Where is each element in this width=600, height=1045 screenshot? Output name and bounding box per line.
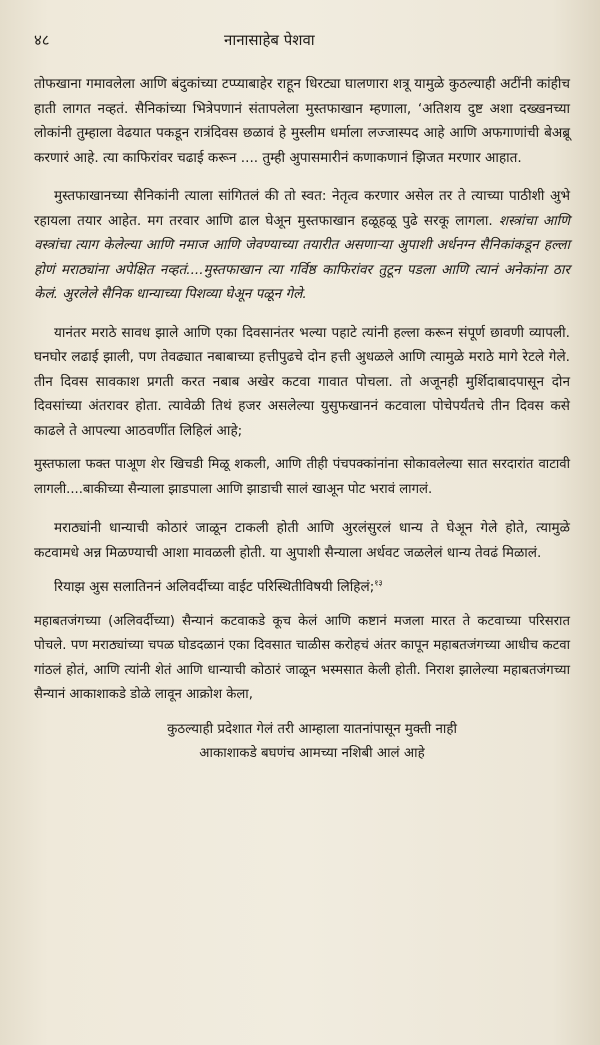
running-header (34, 30, 570, 56)
body-text (34, 72, 570, 766)
paragraph-5-text: रियाझ अुस सलातिननं अलिवर्दीच्या वाईट परिस्थितीविषयी लिहिलं; (54, 579, 375, 595)
paragraph-5 (34, 575, 570, 600)
paragraph-2-roman: मुस्तफाखानच्या सैनिकांनी त्याला सांगितलं की तो स्वत: नेतृत्व करणार असेल तर ते त्याच्या पाठीशी अुभे रहायला तयार आहेत. मग तरवार आणि ढाल घेअून मुस्तफाखान हळूहळू पुढे सरकू लागला. (34, 188, 570, 229)
block-quote-1: मुस्तफाला फक्त पाअूण शेर खिचडी मिळू शकली, आणि तीही पंचपक्कांनांना सोकावलेल्या सात सरदारांत वाटावी लागली....बाकीच्या सैन्याला झाडपाला आणि झाडाची सालं खाअून पोट भरावं लागलं. (34, 457, 570, 497)
footnote-marker: १३ (374, 578, 383, 588)
paragraph-4: मराठ्यांनी धान्याची कोठारं जाळून टाकली होती आणि अुरलंसुरलं धान्य ते घेअून गेले होते, त्यामुळे कटवामधे अन्न मिळण्याची आशा मावळली होती. या अुपाशी सैन्याला अर्धवट जळलेलं धान्य तेवढं मिळालं. (34, 520, 570, 561)
paragraph-2-italic: शस्त्रांचा आणि वस्त्रांचा त्याग केलेल्या आणि नमाज आणि जेवण्याच्या तयारीत असणाऱ्या अुपाशी अर्धनग्न सैनिकांकडून हल्ला होणं मराठ्यांना अपेक्षित नव्हतं....मुस्तफाखान त्या गर्विष्ठ काफिरांवर तुटून पडला आणि त्यानं अनेकांना ठार केलं. अुरलेले सैनिक धान्याच्या पिशव्या घेअून पळून गेले. (34, 212, 570, 302)
verse-line-1: कुठल्याही प्रदेशात गेलं तरी आम्हाला यातनांपासून मुक्ती नाही (167, 721, 457, 737)
running-title: नानासाहेब पेशवा (224, 31, 315, 49)
paragraph-2 (34, 184, 570, 307)
block-quote-2: महाबतजंगच्या (अलिवर्दीच्या) सैन्यानं कटवाकडे कूच केलं आणि कष्टानं मजला मारत ते कटवाच्या परिसरात पोचले. पण मराठ्यांच्या चपळ घोडदळानं एका दिवसात चाळीस करोहचं अंतर कापून महाबतजंगच्या आधीच कटवा गांठलं होतं, आणि त्यांनी शेतं आणि धान्याची कोठारं जाळून भस्मसात केली होती. निराश झालेल्या महाबतजंगच्या सैन्यानं आकाशाकडे डोळे लावून आक्रोश केला, (34, 613, 570, 702)
verse-line-2: आकाशाकडे बघणंच आमच्या नशिबी आलं आहे (199, 745, 425, 761)
verse (34, 718, 570, 766)
paragraph-1: तोफखाना गमावलेला आणि बंदुकांच्या टप्प्याबाहेर राहून धिरट्या घालणारा शत्रू यामुळे कुठल्याही अटींनी कांहीच हाती लागत नव्हतं. सैनिकांच्या भित्रेपणानं संतापलेला मुस्तफाखान म्हणाला, ‘अतिशय दुष्ट अशा दख्खनच्या लोकांनी तुम्हाला वेढयात पकडून रात्रंदिवस छळावं हे मुस्लीम धर्माला लज्जास्पद आहे आणि अफगाणांची बेअब्रू करणारं आहे. त्या काफिरांवर चढाई करून .... तुम्ही अुपासमारीनं कणाकणानं झिजत मरणार आहात. (34, 76, 570, 166)
paragraph-3: यानंतर मराठे सावध झाले आणि एका दिवसानंतर भल्या पहाटे त्यांनी हल्ला करून संपूर्ण छावणी व्यापली. घनघोर लढाई झाली, पण तेवढ्यात नबाबाच्या हत्तीपुढचे दोन हत्ती अुधळले आणि त्यामुळे मराठे मागे रेटले गेले. तीन दिवस सावकाश प्रगती करत नबाब अखेर कटवा गावात पोचला. तो अजूनही मुर्शिदाबादपासून दोन दिवसांच्या अंतरावर होता. त्यावेळी तिथं हजर असलेल्या युसुफखाननं कटवाला पोचेपर्यंतचे तीन दिवस कसे काढले ते आपल्या आठवणींत लिहिलं आहे; (34, 324, 570, 439)
page-number: ४८ (34, 31, 50, 49)
